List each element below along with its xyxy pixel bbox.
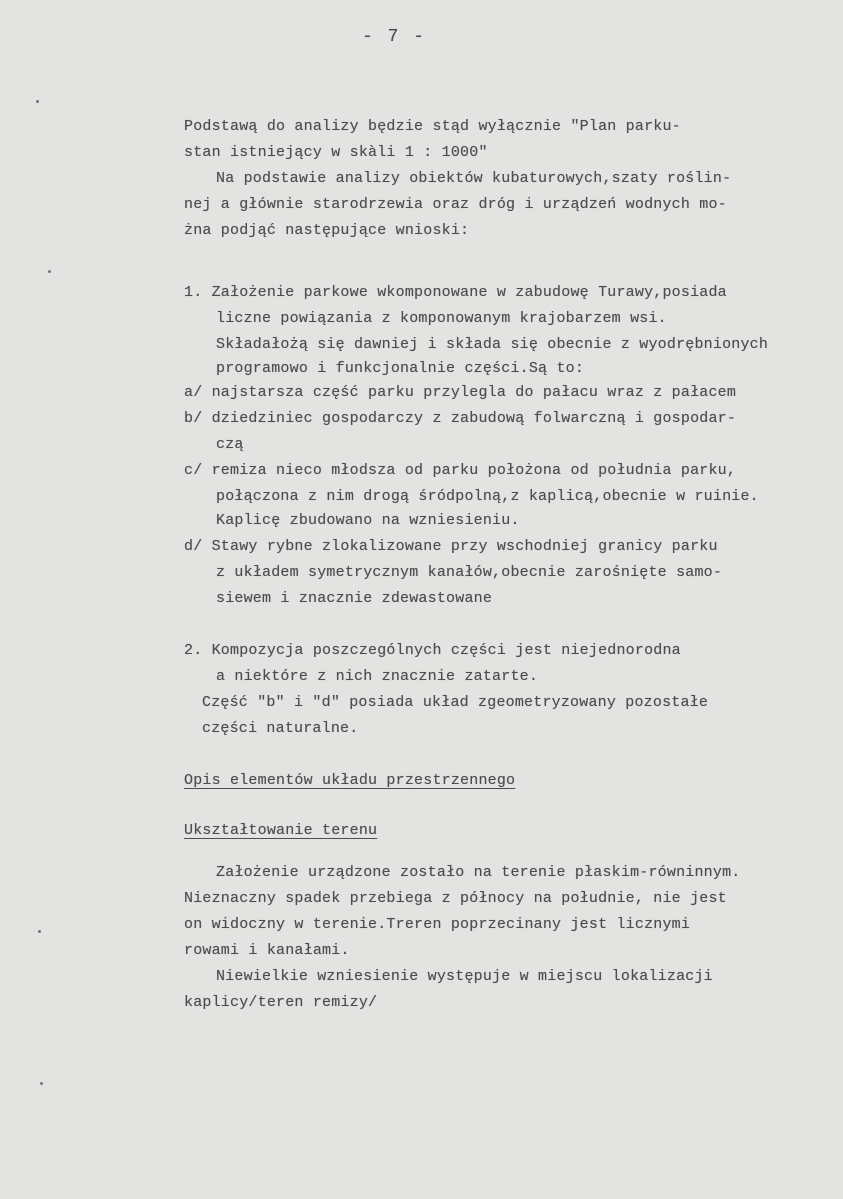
intro-line: stan istniejący w skàli 1 : 1000" xyxy=(184,144,488,161)
scan-speck xyxy=(48,270,51,273)
sub-item-d-line: d/ Stawy rybne zlokalizowane przy wschodniej granicy parku xyxy=(184,538,718,555)
scan-speck xyxy=(40,1082,43,1085)
terrain-line: rowami i kanałami. xyxy=(184,942,350,959)
item-2-line: a niektóre z nich znacznie zatarte. xyxy=(216,668,539,685)
sub-item-a: a/ najstarsza część parku przylegla do pałacu wraz z pałacem xyxy=(184,384,737,401)
item-1-line: 1. Założenie parkowe wkomponowane w zabudowę Turawy,posiada xyxy=(184,284,727,301)
intro-line: nej a głównie starodrzewia oraz dróg i urządzeń wodnych mo- xyxy=(184,196,727,213)
item-2-line: 2. Kompozycja poszczególnych części jest niejednorodna xyxy=(184,642,681,659)
terrain-line: kaplicy/teren remizy/ xyxy=(184,994,378,1011)
intro-line: Na podstawie analizy obiektów kubaturowych,szaty roślin- xyxy=(216,170,732,187)
sub-item-d-line: siewem i znacznie zdewastowane xyxy=(216,590,493,607)
sub-item-c-line: połączona z nim drogą śródpolną,z kaplicą,obecnie w ruinie. xyxy=(216,488,759,505)
intro-line: żna podjąć następujące wnioski: xyxy=(184,222,470,239)
item-1-line: liczne powiązania z komponowanym krajobarzem wsi. xyxy=(216,310,667,327)
terrain-line: on widoczny w terenie.Treren poprzecinany jest licznymi xyxy=(184,916,691,933)
scan-speck xyxy=(36,100,39,103)
item-2-line: Część "b" i "d" posiada układ zgeometryzowany pozostałe xyxy=(202,694,709,711)
sub-item-c-line: c/ remiza nieco młodsza od parku położona od południa parku, xyxy=(184,462,737,479)
item-1-line: programowo i funkcjonalnie części.Są to: xyxy=(216,360,585,377)
sub-item-c-line: Kaplicę zbudowano na wzniesieniu. xyxy=(216,512,520,529)
sub-item-d-line: z układem symetrycznym kanałów,obecnie zarośnięte samo- xyxy=(216,564,723,581)
sub-item-b-line: b/ dziedziniec gospodarczy z zabudową folwarczną i gospodar- xyxy=(184,410,737,427)
subsection-heading: Ukształtowanie terenu xyxy=(184,822,378,839)
scan-speck xyxy=(38,930,41,933)
terrain-line: Założenie urządzone zostało na terenie płaskim-równinnym. xyxy=(216,864,741,881)
terrain-line: Niewielkie wzniesienie występuje w miejscu lokalizacji xyxy=(216,968,713,985)
intro-line: Podstawą do analizy będzie stąd wyłącznie "Plan parku- xyxy=(184,118,681,135)
section-heading: Opis elementów układu przestrzennego xyxy=(184,772,516,789)
sub-item-b-line: czą xyxy=(216,436,244,453)
item-1-line: Składałożą się dawniej i składa się obecnie z wyodrębnionych xyxy=(216,336,769,353)
item-2-line: części naturalne. xyxy=(202,720,359,737)
terrain-line: Nieznaczny spadek przebiega z północy na południe, nie jest xyxy=(184,890,727,907)
page-number: - 7 - xyxy=(362,27,427,47)
